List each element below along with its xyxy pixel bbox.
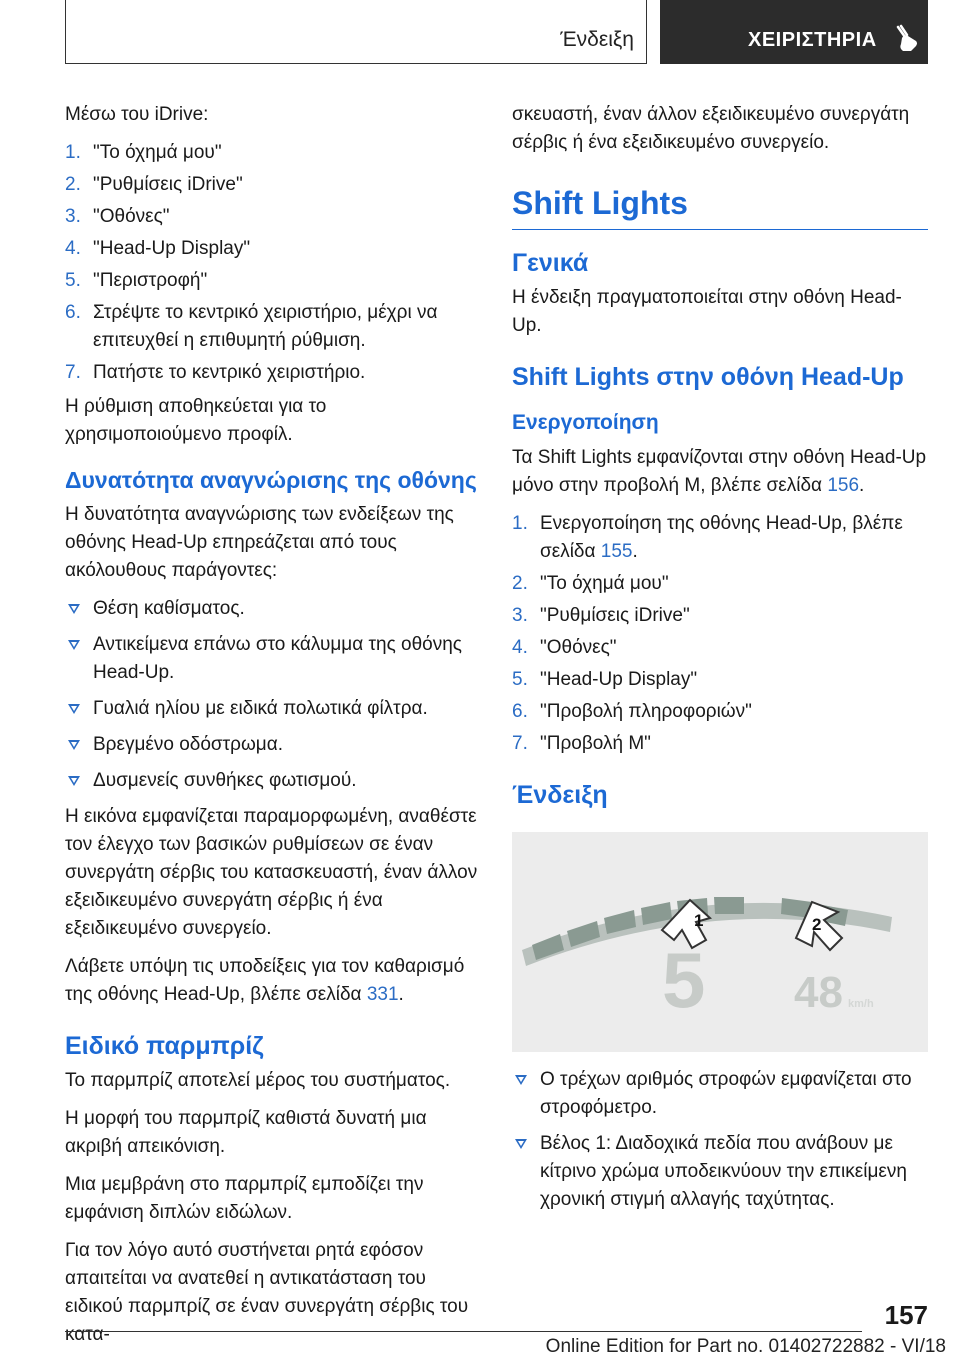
page-number: 157 — [884, 1300, 928, 1330]
arrow-1-label: 1 — [694, 911, 704, 930]
triangle-bullet-icon — [68, 776, 80, 786]
general-text: Η ένδειξη πραγματοποιείται στην οθόνη Head-Up. — [512, 287, 902, 336]
list-item: Γυαλιά ηλίου με ειδικά πολωτικά φίλτρα. — [65, 695, 485, 723]
list-item: 4. "Head-Up Display" — [65, 238, 251, 259]
list-item: 2. "Το όχημά μου" — [512, 573, 669, 594]
speed-indicator: 48 — [794, 968, 843, 1017]
list-item: 5. "Head-Up Display" — [512, 669, 698, 690]
intro-text: Μέσω του iDrive: — [65, 104, 209, 125]
list-item: Ο τρέχων αριθμός στροφών εμφανίζεται στο στροφόμετρο. — [512, 1066, 928, 1122]
windshield-text-3: Μια μεμβράνη στο παρμπρίζ εμποδίζει την εμφάνιση διπλών ειδώλων. — [65, 1174, 424, 1223]
distorted-text: Η εικόνα εμφανίζεται παραμορφωμένη, αναθέστε τον έλεγχο των βασικών ρυθμίσεων σε έναν συνεργάτη σέρβις του κατασκευαστή, έναν άλλον εξειδικευμένο συνεργάτη σέρβις ή ένα εξειδικευμένο συνεργείο. — [65, 806, 478, 939]
left-column — [65, 101, 485, 1359]
saved-text: Η ρύθμιση αποθηκεύεται για το χρησιμοποιούμενο προφίλ. — [65, 396, 327, 445]
continued-text: σκευαστή, έναν άλλον εξειδικευμένο συνεργάτη σέρβις ή ένα εξειδικευμένο συνεργείο. — [512, 104, 910, 153]
display-bullets — [512, 1066, 928, 1214]
list-item: Βέλος 1: Διαδοχικά πεδία που ανάβουν με κίτρινο χρώμα υποδεικνύουν την επικείμενη χρονική στιγμή αλλαγής ταχύτητας. — [512, 1130, 928, 1214]
header-chapter-label: ΧΕΙΡΙΣΤΗΡΙΑ — [748, 29, 877, 51]
page-link-155[interactable]: 155 — [600, 541, 633, 562]
triangle-bullet-icon — [68, 604, 80, 614]
factors-list — [65, 595, 485, 795]
visibility-heading: Δυνατότητα αναγνώρισης της οθόνης — [65, 467, 477, 493]
right-column — [512, 101, 928, 1222]
header-section-tab — [65, 0, 647, 64]
list-item: 4. "Οθόνες" — [512, 637, 617, 658]
list-item: 1. "Το όχημά μου" — [65, 142, 222, 163]
shift-lights-figure — [512, 832, 928, 1052]
idrive-steps-list — [65, 139, 485, 387]
windshield-text-1: Το παρμπρίζ αποτελεί μέρος του συστήματος. — [65, 1070, 451, 1091]
triangle-bullet-icon — [68, 704, 80, 714]
page-link-331[interactable]: 331 — [366, 984, 399, 1005]
list-item: 2. "Ρυθμίσεις iDrive" — [65, 174, 243, 195]
header-section-label: Ένδειξη — [560, 28, 634, 51]
header-chapter-tab — [660, 0, 928, 64]
speed-unit: km/h — [848, 998, 874, 1010]
visibility-text: Η δυνατότητα αναγνώρισης των ενδείξεων της οθόνης Head-Up επηρεάζεται από τους ακόλουθους παράγοντες: — [65, 504, 454, 581]
triangle-bullet-icon — [68, 640, 80, 650]
hand-pointer-icon — [892, 24, 920, 52]
list-item: 1. Ενεργοποίηση της οθόνης Head-Up, βλέπε σελίδα 155. — [512, 513, 903, 562]
footer-edition: Online Edition for Part no. 01402722882 - VI/18 — [545, 1336, 946, 1357]
list-item: Δυσμενείς συνθήκες φωτισμού. — [65, 767, 485, 795]
triangle-bullet-icon — [515, 1139, 527, 1149]
list-item: 6. Στρέψτε το κεντρικό χειριστήριο, μέχρι να επιτευχθεί η επιθυμητή ρύθμιση. — [65, 302, 438, 351]
activation-heading: Ενεργοποίηση — [512, 411, 659, 434]
list-item: Αντικείμενα επάνω στο κάλυμμα της οθόνης Head-Up. — [65, 631, 485, 687]
display-heading: Ένδειξη — [512, 781, 608, 809]
shift-lights-illustration — [512, 832, 928, 1052]
footer-divider — [65, 1331, 862, 1332]
windshield-text-2: Η μορφή του παρμπρίζ καθιστά δυνατή μια ακριβή απεικόνιση. — [65, 1108, 427, 1157]
list-item: Βρεγμένο οδόστρωμα. — [65, 731, 485, 759]
activation-text: Τα Shift Lights εμφανίζονται στην οθόνη Head-Up μόνο στην προβολή M, βλέπε σελίδα 156. — [512, 447, 927, 496]
list-item: 5. "Περιστροφή" — [65, 270, 208, 291]
list-item: 6. "Προβολή πληροφοριών" — [512, 701, 752, 722]
windshield-text-4: Για τον λόγο αυτό συστήνεται ρητά εφόσον απαιτείται να ανατεθεί η αντικατάσταση του ειδικού παρμπρίζ σε έναν συνεργάτη σέρβις του κατα- — [65, 1240, 469, 1345]
list-item: Θέση καθίσματος. — [65, 595, 485, 623]
list-item: 7. "Προβολή M" — [512, 733, 651, 754]
arrow-2-label: 2 — [812, 915, 822, 934]
list-item: 7. Πατήστε το κεντρικό χειριστήριο. — [65, 362, 366, 383]
list-item: 3. "Ρυθμίσεις iDrive" — [512, 605, 690, 626]
general-heading: Γενικά — [512, 249, 589, 277]
windshield-heading: Ειδικό παρμπρίζ — [65, 1032, 264, 1060]
shift-lights-title: Shift Lights — [512, 183, 928, 230]
cleaning-text: Λάβετε υπόψη τις υποδείξεις για τον καθαρισμό της οθόνης Head-Up, βλέπε σελίδα 331. — [65, 956, 465, 1005]
list-item: 3. "Οθόνες" — [65, 206, 170, 227]
gear-indicator: 5 — [662, 936, 706, 1024]
triangle-bullet-icon — [68, 740, 80, 750]
triangle-bullet-icon — [515, 1075, 527, 1085]
shift-lights-hud-heading: Shift Lights στην οθόνη Head-Up — [512, 363, 904, 391]
page-link-156[interactable]: 156 — [827, 475, 860, 496]
activation-steps-list — [512, 510, 928, 758]
